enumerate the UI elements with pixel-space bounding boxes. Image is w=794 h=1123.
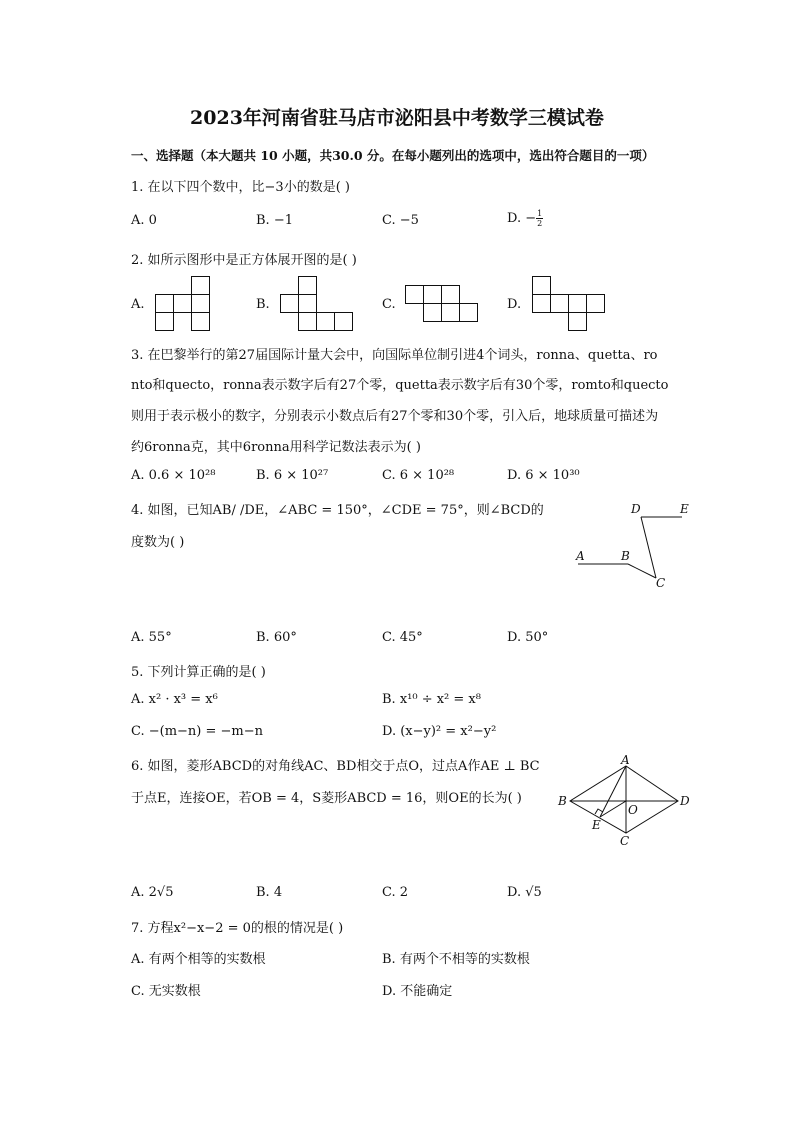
q4-geometry-figure bbox=[570, 498, 700, 593]
q3-line-2: nto和quecto，ronna表示数字后有27个零，quetta表示数字后有30个零，romto和quecto bbox=[131, 378, 669, 393]
q6-label-b: B bbox=[558, 794, 567, 808]
q2-stem: 2. 如所示图形中是正方体展开图的是( ) bbox=[131, 253, 357, 268]
q7-option-d: D. 不能确定 bbox=[382, 984, 453, 999]
q1-d-denominator: 2 bbox=[537, 219, 543, 228]
q3-option-c: C. 6 × 10²⁸ bbox=[382, 468, 455, 483]
q5-option-d: D. (x−y)² = x²−y² bbox=[382, 724, 497, 739]
q2-option-b: B. bbox=[256, 297, 270, 312]
q3-option-a: A. 0.6 × 10²⁸ bbox=[131, 468, 216, 483]
q4-label-e: E bbox=[680, 502, 689, 516]
q2-net-a-figure bbox=[154, 276, 212, 332]
q4-option-a: A. 55° bbox=[131, 630, 172, 645]
q5-option-a: A. x² · x³ = x⁶ bbox=[131, 692, 218, 707]
q2-net-d-figure bbox=[532, 276, 608, 332]
q2-option-a: A. bbox=[131, 297, 145, 312]
q6-line-1: 6. 如图，菱形ABCD的对角线AC、BD相交于点O，过点A作AE ⊥ BC bbox=[131, 759, 540, 774]
q6-label-a: A bbox=[621, 753, 630, 767]
q7-option-b: B. 有两个不相等的实数根 bbox=[382, 952, 530, 967]
q6-option-d: D. √5 bbox=[507, 885, 542, 900]
q3-line-1: 3. 在巴黎举行的第27届国际计量大会中，向国际单位制引进4个词头，ronna、quetta、ro bbox=[131, 348, 658, 363]
q4-label-b: B bbox=[621, 549, 630, 563]
q1-option-d-prefix: D. − bbox=[507, 211, 537, 226]
q1-option-a: A. 0 bbox=[131, 213, 157, 228]
section-heading: 一、选择题（本大题共 10 小题，共30.0 分。在每小题列出的选项中，选出符合题目的一项） bbox=[131, 148, 655, 163]
q5-stem: 5. 下列计算正确的是( ) bbox=[131, 665, 266, 680]
q4-label-c: C bbox=[656, 576, 666, 590]
q4-line-1: 4. 如图，已知AB/ /DE，∠ABC = 150°，∠CDE = 75°，则∠BCD的 bbox=[131, 503, 544, 518]
q7-stem: 7. 方程x²−x−2 = 0的根的情况是( ) bbox=[131, 921, 344, 936]
q5-option-b: B. x¹⁰ ÷ x² = x⁸ bbox=[382, 692, 481, 707]
q1-option-d-fraction bbox=[536, 209, 543, 228]
q1-option-b: B. −1 bbox=[256, 213, 293, 228]
q4-line-2: 度数为( ) bbox=[131, 535, 185, 550]
q4-label-a: A bbox=[576, 549, 585, 563]
q2-net-b-figure bbox=[280, 276, 356, 332]
page-title: 2023年河南省驻马店市泌阳县中考数学三模试卷 bbox=[190, 107, 604, 129]
q2-net-c-figure bbox=[405, 285, 481, 325]
q6-option-b: B. 4 bbox=[256, 885, 283, 900]
q3-line-3: 则用于表示极小的数字，分别表示小数点后有27个零和30个零，引入后，地球质量可描述为 bbox=[131, 409, 659, 424]
q1-d-numerator: 1 bbox=[537, 209, 543, 218]
q4-option-c: C. 45° bbox=[382, 630, 423, 645]
q6-label-c: C bbox=[620, 834, 630, 848]
q6-rhombus-figure bbox=[556, 754, 696, 849]
q6-label-o: O bbox=[628, 803, 638, 817]
q6-label-e: E bbox=[592, 818, 601, 832]
q4-option-b: B. 60° bbox=[256, 630, 297, 645]
q3-option-d: D. 6 × 10³⁰ bbox=[507, 468, 580, 483]
q6-option-c: C. 2 bbox=[382, 885, 409, 900]
q1-stem: 1. 在以下四个数中，比−3小的数是( ) bbox=[131, 180, 350, 195]
q6-line-2: 于点E，连接OE，若OB = 4，S菱形ABCD = 16，则OE的长为( ) bbox=[131, 791, 522, 806]
q3-option-b: B. 6 × 10²⁷ bbox=[256, 468, 329, 483]
q2-option-d: D. bbox=[507, 297, 522, 312]
q4-option-d: D. 50° bbox=[507, 630, 549, 645]
q7-option-c: C. 无实数根 bbox=[131, 984, 201, 999]
q4-label-d: D bbox=[631, 502, 641, 516]
q7-option-a: A. 有两个相等的实数根 bbox=[131, 952, 266, 967]
q1-option-c: C. −5 bbox=[382, 213, 419, 228]
q5-option-c: C. −(m−n) = −m−n bbox=[131, 724, 264, 739]
q6-label-d: D bbox=[680, 794, 690, 808]
q6-option-a: A. 2√5 bbox=[131, 885, 174, 900]
q1-option-d bbox=[507, 209, 543, 228]
q3-line-4: 约6ronna克，其中6ronna用科学记数法表示为( ) bbox=[131, 440, 421, 455]
q2-option-c: C. bbox=[382, 297, 396, 312]
